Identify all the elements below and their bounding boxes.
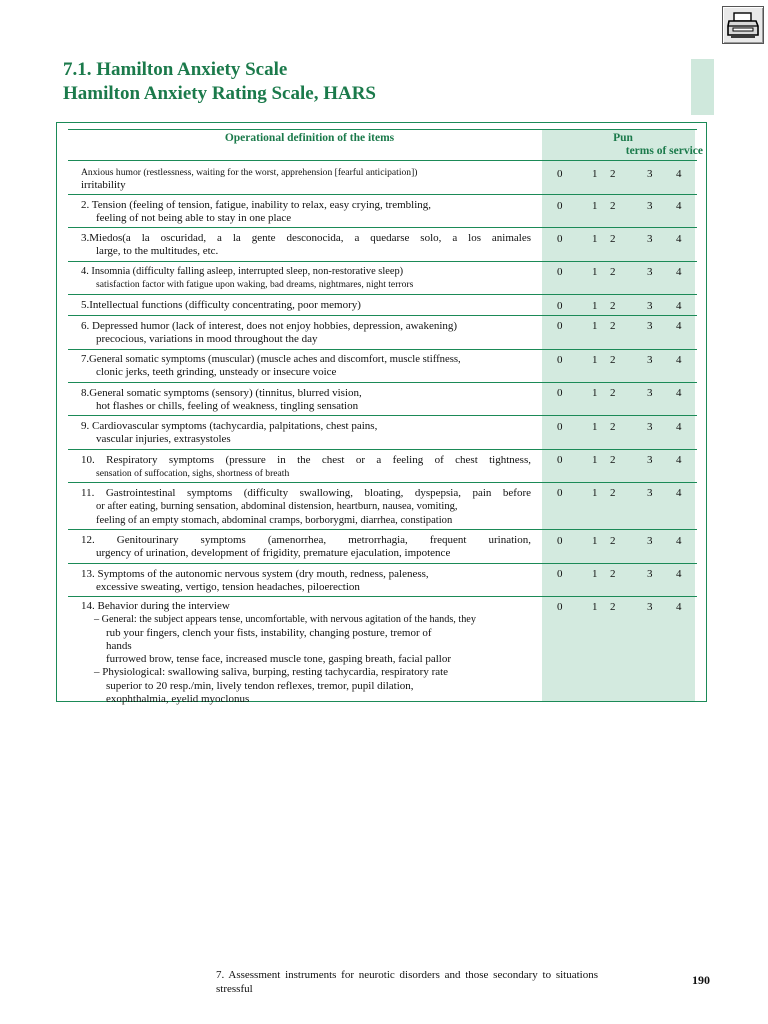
score-2[interactable]: 2 — [610, 168, 616, 180]
score-1[interactable]: 1 — [592, 487, 598, 499]
score-2[interactable]: 2 — [610, 320, 616, 332]
item-gastrointestinal — [81, 487, 531, 527]
item-line: 8.General somatic symptoms (sensory) (tinnitus, blurred vision, — [81, 387, 362, 399]
score-4[interactable]: 4 — [676, 568, 682, 580]
item-line: or after eating, burning sensation, abdominal distension, heartburn, nausea, vomiting, — [96, 501, 458, 513]
item-tension — [81, 199, 531, 226]
item-line: 11. Gastrointestinal symptoms (difficulty swallowing, bloating, dyspepsia, pain before — [81, 487, 531, 499]
score-options — [542, 200, 695, 214]
score-3[interactable]: 3 — [647, 535, 653, 547]
score-2[interactable]: 2 — [610, 535, 616, 547]
score-4[interactable]: 4 — [676, 200, 682, 212]
score-1[interactable]: 1 — [592, 200, 598, 212]
item-line: 13. Symptoms of the autonomic nervous system (dry mouth, redness, paleness, — [81, 568, 429, 580]
score-options — [542, 266, 695, 280]
score-options — [542, 454, 695, 468]
score-options — [542, 320, 695, 334]
score-0[interactable]: 0 — [557, 354, 563, 366]
score-3[interactable]: 3 — [647, 200, 653, 212]
item-line: Anxious humor (restlessness, waiting for the worst, apprehension [fearful anticipation]) — [81, 167, 418, 178]
item-line: excessive sweating, vertigo, tension headaches, piloerection — [96, 581, 360, 594]
score-4[interactable]: 4 — [676, 535, 682, 547]
item-line: 6. Depressed humor (lack of interest, does not enjoy hobbies, depression, awakening) — [81, 320, 458, 332]
footer-chapter-line-2: stressful — [216, 983, 253, 995]
score-4[interactable]: 4 — [676, 266, 682, 278]
item-depressed-humor — [81, 320, 531, 347]
score-options — [542, 300, 695, 314]
item-line: 7.General somatic symptoms (muscular) (muscle aches and discomfort, muscle stiffness, — [81, 353, 461, 365]
item-line: satisfaction factor with fatigue upon waking, bad dreams, nightmares, night terrors — [96, 279, 414, 291]
score-2[interactable]: 2 — [610, 387, 616, 399]
page-number: 190 — [692, 973, 710, 987]
score-0[interactable]: 0 — [557, 168, 563, 180]
item-line: 5.Intellectual functions (difficulty concentrating, poor memory) — [81, 299, 361, 311]
item-line: urgency of urination, development of frigidity, premature ejaculation, impotence — [96, 547, 451, 560]
score-3[interactable]: 3 — [647, 487, 653, 499]
row-divider — [68, 449, 697, 450]
row-divider — [68, 160, 697, 161]
item-anxious-humor — [81, 166, 531, 193]
item-line: hands — [106, 639, 132, 652]
score-0[interactable]: 0 — [557, 487, 563, 499]
item-line: furrowed brow, tense face, increased muscle tone, gasping breath, facial pallor — [106, 653, 452, 666]
score-options — [542, 535, 695, 549]
row-divider — [68, 261, 697, 262]
row-divider — [68, 294, 697, 295]
item-line: feeling of not being able to stay in one place — [96, 212, 292, 225]
score-2[interactable]: 2 — [610, 568, 616, 580]
column-header-score-line1: Pun — [613, 132, 633, 144]
row-divider — [68, 563, 697, 564]
score-3[interactable]: 3 — [647, 233, 653, 245]
score-options — [542, 387, 695, 401]
item-cardiovascular — [81, 420, 531, 447]
score-1[interactable]: 1 — [592, 320, 598, 332]
score-1[interactable]: 1 — [592, 454, 598, 466]
score-0[interactable]: 0 — [557, 320, 563, 332]
score-3[interactable]: 3 — [647, 320, 653, 332]
item-line: hot flashes or chills, feeling of weakness, tingling sensation — [96, 400, 359, 413]
score-0[interactable]: 0 — [557, 387, 563, 399]
item-line: sensation of suffocation, sighs, shortness of breath — [96, 468, 290, 480]
row-divider — [68, 349, 697, 350]
score-4[interactable]: 4 — [676, 320, 682, 332]
title-line-1: 7.1. Hamilton Anxiety Scale — [63, 59, 288, 80]
score-3[interactable]: 3 — [647, 266, 653, 278]
score-4[interactable]: 4 — [676, 387, 682, 399]
score-1[interactable]: 1 — [592, 354, 598, 366]
item-line: exophthalmia, eyelid myoclonus — [106, 693, 250, 706]
score-2[interactable]: 2 — [610, 266, 616, 278]
score-4[interactable]: 4 — [676, 300, 682, 312]
score-3[interactable]: 3 — [647, 568, 653, 580]
score-1[interactable]: 1 — [592, 387, 598, 399]
row-divider — [68, 227, 697, 228]
score-0[interactable]: 0 — [557, 200, 563, 212]
score-2[interactable]: 2 — [610, 487, 616, 499]
item-line: 4. Insomnia (difficulty falling asleep, interrupted sleep, non-restorative sleep) — [81, 266, 404, 277]
item-somatic-muscular — [81, 353, 531, 380]
score-4[interactable]: 4 — [676, 421, 682, 433]
score-1[interactable]: 1 — [592, 421, 598, 433]
score-0[interactable]: 0 — [557, 266, 563, 278]
column-header-score-line2: terms of service — [625, 145, 703, 157]
item-line: rub your fingers, clench your fists, instability, changing posture, tremor of — [106, 626, 432, 639]
score-options — [542, 168, 695, 182]
score-0[interactable]: 0 — [557, 454, 563, 466]
page-footer — [216, 968, 598, 996]
item-line: vascular injuries, extrasystoles — [96, 433, 231, 446]
score-options — [542, 233, 695, 247]
score-1[interactable]: 1 — [592, 266, 598, 278]
side-tab-marker — [691, 59, 714, 115]
row-divider — [68, 194, 697, 195]
title-line-2: Hamilton Anxiety Rating Scale, HARS — [63, 83, 376, 104]
score-4[interactable]: 4 — [676, 354, 682, 366]
row-divider — [68, 415, 697, 416]
item-line: irritability — [81, 179, 126, 192]
score-1[interactable]: 1 — [592, 568, 598, 580]
score-3[interactable]: 3 — [647, 601, 653, 613]
score-2[interactable]: 2 — [610, 354, 616, 366]
item-line: large, to the multitudes, etc. — [96, 245, 219, 258]
printer-icon — [726, 11, 760, 39]
footer-chapter-line-1: 7. Assessment instruments for neurotic disorders and those secondary to situations — [216, 969, 598, 981]
row-divider — [68, 529, 697, 530]
score-4[interactable]: 4 — [676, 601, 682, 613]
score-options — [542, 568, 695, 582]
score-2[interactable]: 2 — [610, 233, 616, 245]
score-3[interactable]: 3 — [647, 421, 653, 433]
table-header-top-rule — [68, 129, 697, 130]
row-divider — [68, 596, 697, 597]
item-line: precocious, variations in mood throughout the day — [96, 333, 318, 346]
print-button[interactable] — [722, 6, 764, 44]
score-options — [542, 354, 695, 368]
score-3[interactable]: 3 — [647, 300, 653, 312]
score-3[interactable]: 3 — [647, 168, 653, 180]
item-line: feeling of an empty stomach, abdominal cramps, borborygmi, diarrhea, constipation — [96, 514, 453, 526]
score-1[interactable]: 1 — [592, 233, 598, 245]
score-2[interactable]: 2 — [610, 421, 616, 433]
score-options — [542, 421, 695, 435]
column-header-items: Operational definition of the items — [224, 132, 395, 144]
item-genitourinary — [81, 534, 531, 561]
score-0[interactable]: 0 — [557, 300, 563, 312]
score-1[interactable]: 1 — [592, 168, 598, 180]
item-intellectual — [81, 299, 531, 312]
score-0[interactable]: 0 — [557, 568, 563, 580]
score-options — [542, 487, 695, 501]
item-line: 9. Cardiovascular symptoms (tachycardia, palpitations, chest pains, — [81, 420, 378, 432]
page-title — [63, 58, 376, 106]
item-line: clonic jerks, teeth grinding, unsteady or insecure voice — [96, 366, 337, 379]
item-somatic-sensory — [81, 387, 531, 414]
item-line: superior to 20 resp./min, lively tendon reflexes, tremor, pupil dilation, — [106, 679, 414, 692]
score-1[interactable]: 1 — [592, 601, 598, 613]
score-0[interactable]: 0 — [557, 421, 563, 433]
score-4[interactable]: 4 — [676, 487, 682, 499]
score-3[interactable]: 3 — [647, 354, 653, 366]
score-0[interactable]: 0 — [557, 233, 563, 245]
item-line: 12. Genitourinary symptoms (amenorrhea, metrorrhagia, frequent urination, — [81, 534, 531, 546]
item-line: 2. Tension (feeling of tension, fatigue, inability to relax, easy crying, trembling, — [81, 199, 432, 211]
score-3[interactable]: 3 — [647, 387, 653, 399]
score-4[interactable]: 4 — [676, 454, 682, 466]
score-2[interactable]: 2 — [610, 601, 616, 613]
score-0[interactable]: 0 — [557, 535, 563, 547]
hamilton-scale-table — [56, 122, 707, 706]
score-4[interactable]: 4 — [676, 168, 682, 180]
item-line: 3.Miedos(a la oscuridad, a la gente desconocida, a quedarse solo, a los animales — [81, 232, 531, 244]
row-divider — [68, 315, 697, 316]
row-divider — [68, 482, 697, 483]
score-2[interactable]: 2 — [610, 300, 616, 312]
item-line: 14. Behavior during the interview — [81, 600, 230, 612]
score-2[interactable]: 2 — [610, 200, 616, 212]
item-line: – Physiological: swallowing saliva, burping, resting tachycardia, respiratory rate — [94, 666, 449, 679]
score-0[interactable]: 0 — [557, 601, 563, 613]
item-respiratory — [81, 454, 531, 481]
item-fears — [81, 232, 531, 259]
row-divider — [68, 382, 697, 383]
score-3[interactable]: 3 — [647, 454, 653, 466]
score-2[interactable]: 2 — [610, 454, 616, 466]
item-insomnia — [81, 265, 531, 292]
score-1[interactable]: 1 — [592, 535, 598, 547]
score-options — [542, 601, 695, 615]
item-behavior-interview — [81, 600, 531, 706]
item-line: 10. Respiratory symptoms (pressure in the chest or a feeling of chest tightness, — [81, 454, 531, 466]
item-line: – General: the subject appears tense, uncomfortable, with nervous agitation of the hands, they — [94, 614, 476, 626]
item-autonomic — [81, 568, 531, 595]
score-1[interactable]: 1 — [592, 300, 598, 312]
score-4[interactable]: 4 — [676, 233, 682, 245]
